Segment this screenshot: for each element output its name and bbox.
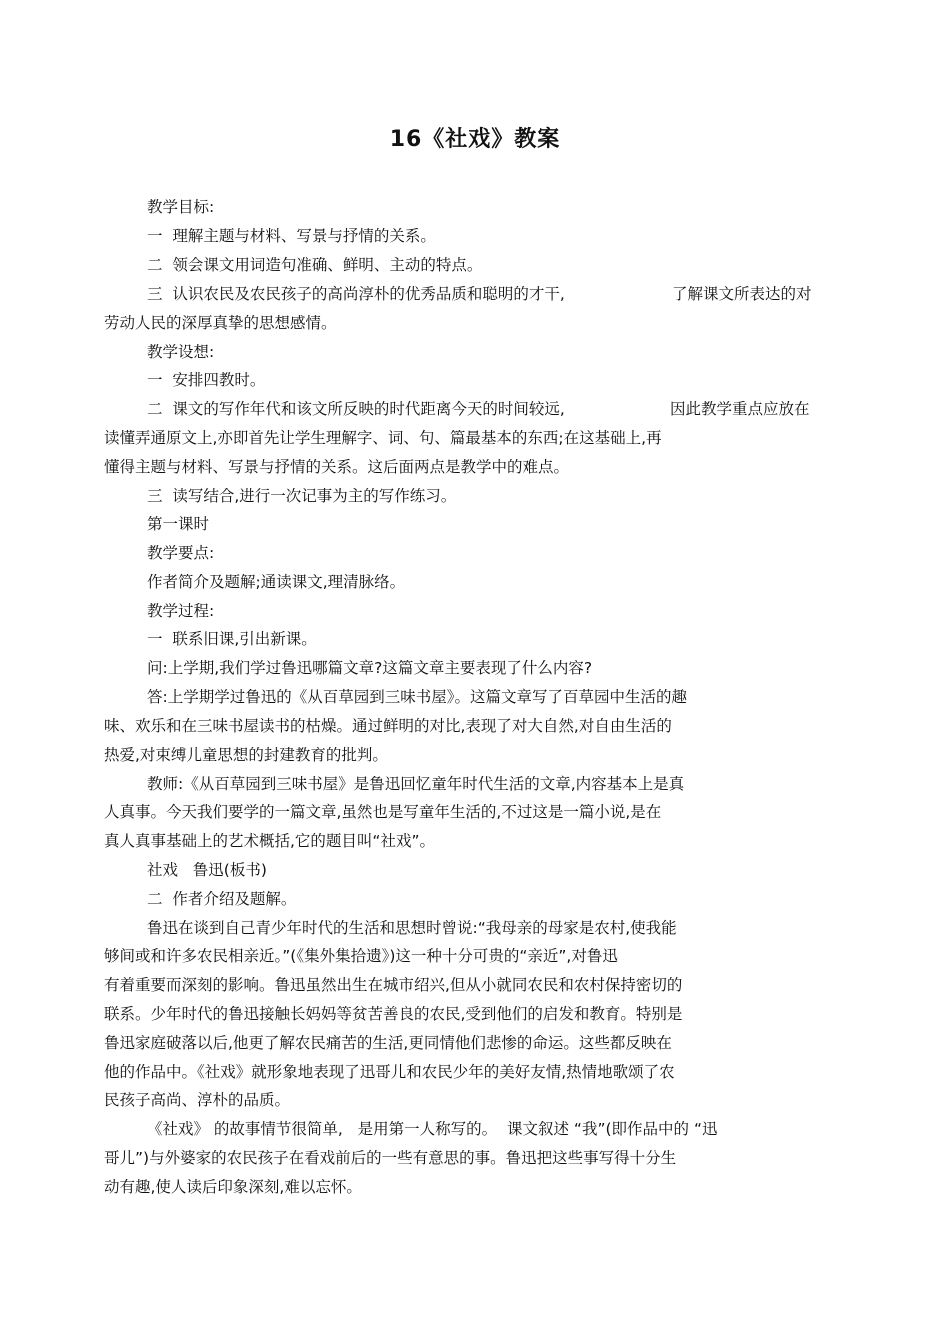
- paragraph-line: 真人真事基础上的艺术概括,它的题目叫“社戏”。: [104, 832, 435, 850]
- paragraph-line: 答:上学期学过鲁迅的《从百草园到三味书屋》。这篇文章写了百草园中生活的趣: [147, 688, 687, 706]
- paragraph-line: 社戏 鲁迅(板书): [147, 861, 267, 879]
- paragraph-line: 劳动人民的深厚真挚的思想感情。: [104, 314, 337, 332]
- paragraph-line: 因此教学重点应放在: [670, 400, 810, 418]
- paragraph-line: 《社戏》 的故事情节很简单, 是用第一人称写的。 课文叙述 “我”(即作品中的 “迅: [147, 1120, 718, 1138]
- paragraph-line: 人真事。今天我们要学的一篇文章,虽然也是写童年生活的,不过这是一篇小说,是在: [104, 803, 662, 821]
- section-heading: 教学设想:: [147, 343, 215, 361]
- paragraph-line: 二 课文的写作年代和该文所反映的时代距离今天的时间较远,: [147, 400, 565, 418]
- section-heading: 教学过程:: [147, 602, 215, 620]
- paragraph-line: 鲁迅家庭破落以后,他更了解农民痛苦的生活,更同情他们悲惨的命运。这些都反映在: [104, 1034, 672, 1052]
- paragraph-line: 二 领会课文用词造句准确、鲜明、主动的特点。: [147, 256, 483, 274]
- paragraph-line: 一 理解主题与材料、写景与抒情的关系。: [147, 227, 436, 245]
- paragraph-line: 热爱,对束缚儿童思想的封建教育的批判。: [104, 746, 388, 764]
- paragraph-line: 够间或和许多农民相亲近。”(《集外集拾遗》)这一种十分可贵的“亲近”,对鲁迅: [104, 947, 618, 965]
- paragraph-line: 问:上学期,我们学过鲁迅哪篇文章?这篇文章主要表现了什么内容?: [147, 659, 593, 677]
- paragraph-line: 哥儿”)与外婆家的农民孩子在看戏前后的一些有意思的事。鲁迅把这些事写得十分生: [104, 1149, 677, 1167]
- paragraph-line: 一 安排四教时。: [147, 371, 266, 389]
- paragraph-line: 懂得主题与材料、写景与抒情的关系。这后面两点是教学中的难点。: [104, 458, 570, 476]
- paragraph-line: 鲁迅在谈到自己青少年时代的生活和思想时曾说:“我母亲的母家是农村,使我能: [147, 919, 677, 937]
- paragraph-line: 动有趣,使人读后印象深刻,难以忘怀。: [104, 1178, 362, 1196]
- paragraph-line: 作者简介及题解;通读课文,理清脉络。: [147, 573, 406, 591]
- paragraph-line: 三 读写结合,进行一次记事为主的写作练习。: [147, 487, 457, 505]
- section-heading: 教学要点:: [147, 544, 215, 562]
- paragraph-line: 了解课文所表达的对: [672, 285, 812, 303]
- section-heading: 第一课时: [147, 515, 210, 533]
- paragraph-line: 有着重要而深刻的影响。鲁迅虽然出生在城市绍兴,但从小就同农民和农村保持密切的: [104, 976, 683, 994]
- paragraph-line: 三 认识农民及农民孩子的高尚淳朴的优秀品质和聪明的才干,: [147, 285, 565, 303]
- paragraph-line: 民孩子高尚、淳朴的品质。: [104, 1091, 291, 1109]
- document-title: 16《社戏》教案: [389, 127, 561, 152]
- section-heading: 教学目标:: [147, 198, 215, 216]
- paragraph-line: 联系。少年时代的鲁迅接触长妈妈等贫苦善良的农民,受到他们的启发和教育。特别是: [104, 1005, 683, 1023]
- paragraph-line: 教师:《从百草园到三味书屋》是鲁迅回忆童年时代生活的文章,内容基本上是真: [147, 775, 685, 793]
- paragraph-line: 读懂弄通原文上,亦即首先让学生理解字、词、句、篇最基本的东西;在这基础上,再: [104, 429, 662, 447]
- paragraph-line: 味、欢乐和在三味书屋读书的枯燥。通过鲜明的对比,表现了对大自然,对自由生活的: [104, 717, 672, 735]
- paragraph-line: 二 作者介绍及题解。: [147, 890, 297, 908]
- paragraph-line: 一 联系旧课,引出新课。: [147, 630, 317, 648]
- paragraph-line: 他的作品中。《社戏》就形象地表现了迅哥儿和农民少年的美好友情,热情地歌颂了农: [104, 1063, 675, 1081]
